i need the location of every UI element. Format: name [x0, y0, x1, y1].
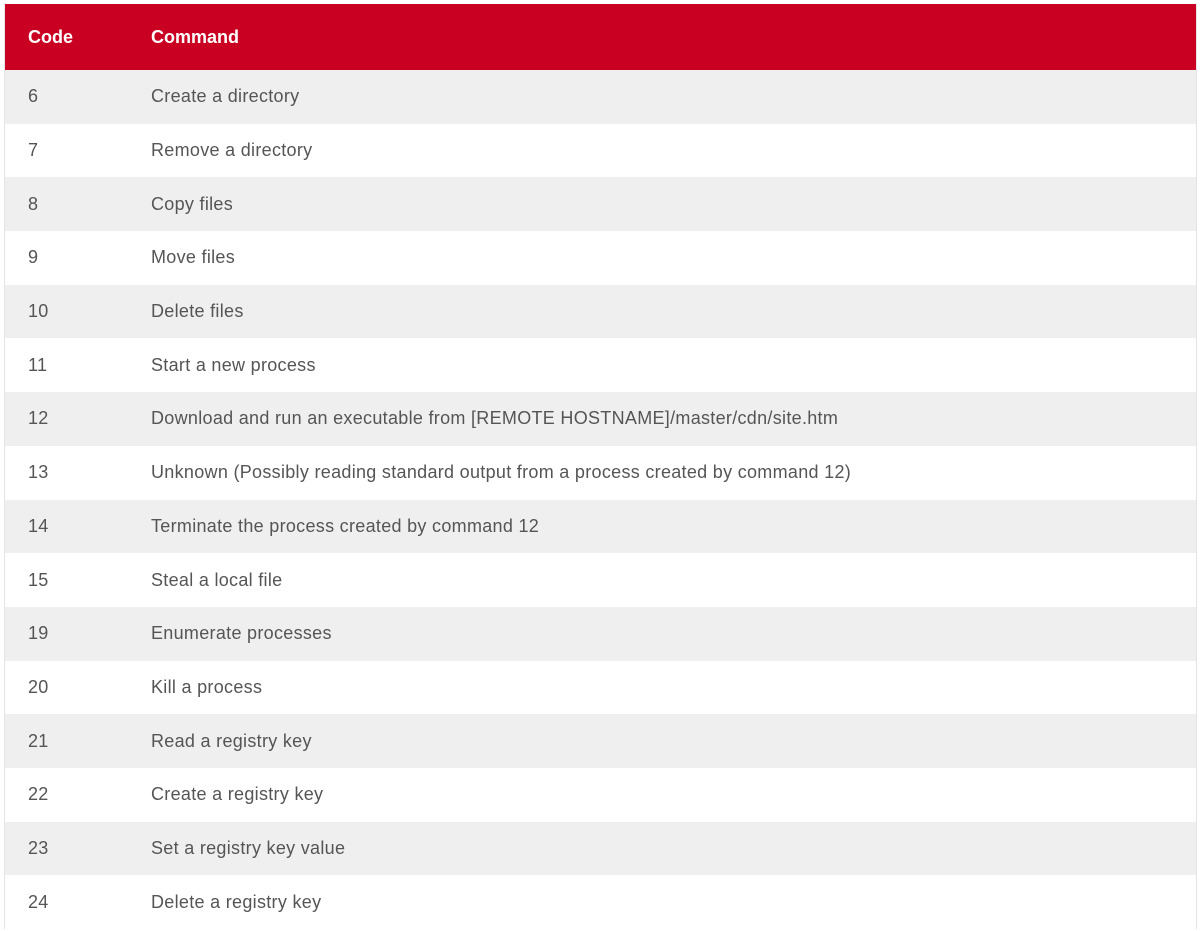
- cell-command: Delete files: [151, 301, 244, 322]
- cell-code: 23: [28, 837, 49, 858]
- cell-code: 13: [28, 462, 49, 483]
- cell-code: 24: [28, 891, 49, 912]
- cell-code: 12: [28, 408, 49, 429]
- cell-command: Kill a process: [151, 676, 263, 697]
- cell-command: Steal a local file: [151, 569, 283, 590]
- commands-table: [5, 4, 1196, 929]
- cell-code: 21: [28, 730, 49, 751]
- table-row: [5, 70, 1196, 124]
- cell-command: Terminate the process created by command 12: [151, 515, 540, 536]
- table-row: [5, 500, 1196, 554]
- cell-code: 15: [28, 569, 49, 590]
- table-row: [5, 768, 1196, 822]
- cell-code: 6: [28, 86, 39, 107]
- cell-code: 8: [28, 193, 39, 214]
- cell-command: Enumerate processes: [151, 623, 332, 644]
- commands-table-container: [4, 4, 1197, 929]
- cell-command: Copy files: [151, 193, 234, 214]
- table-row: [5, 875, 1196, 929]
- cell-code: 10: [28, 301, 49, 322]
- cell-code: 20: [28, 676, 49, 697]
- table-row: [5, 714, 1196, 768]
- table-row: [5, 285, 1196, 339]
- cell-command: Unknown (Possibly reading standard output from a process created by command 12): [151, 462, 852, 483]
- header-row: [5, 4, 1196, 70]
- table-row: [5, 231, 1196, 285]
- cell-command: Create a registry key: [151, 784, 324, 805]
- cell-command: Delete a registry key: [151, 891, 322, 912]
- table-row: [5, 338, 1196, 392]
- cell-command: Read a registry key: [151, 730, 312, 751]
- cell-code: 22: [28, 784, 49, 805]
- table-row: [5, 661, 1196, 715]
- cell-command: Set a registry key value: [151, 837, 346, 858]
- cell-command: Start a new process: [151, 354, 316, 375]
- column-header-code: Code: [28, 26, 73, 47]
- table-header: [5, 4, 1196, 70]
- column-header-command: Command: [151, 26, 240, 47]
- cell-command: Create a directory: [151, 86, 300, 107]
- table-row: [5, 553, 1196, 607]
- cell-command: Move files: [151, 247, 236, 268]
- cell-code: 9: [28, 247, 39, 268]
- table-body: [5, 70, 1196, 929]
- cell-code: 14: [28, 515, 49, 536]
- cell-code: 7: [28, 140, 39, 161]
- table-row: [5, 607, 1196, 661]
- cell-command: Download and run an executable from [REMOTE HOSTNAME]/master/cdn/site.htm: [151, 408, 839, 429]
- table-row: [5, 446, 1196, 500]
- table-row: [5, 177, 1196, 231]
- table-row: [5, 392, 1196, 446]
- table-row: [5, 822, 1196, 876]
- cell-command: Remove a directory: [151, 140, 313, 161]
- cell-code: 19: [28, 623, 49, 644]
- table-row: [5, 124, 1196, 178]
- cell-code: 11: [28, 354, 48, 375]
